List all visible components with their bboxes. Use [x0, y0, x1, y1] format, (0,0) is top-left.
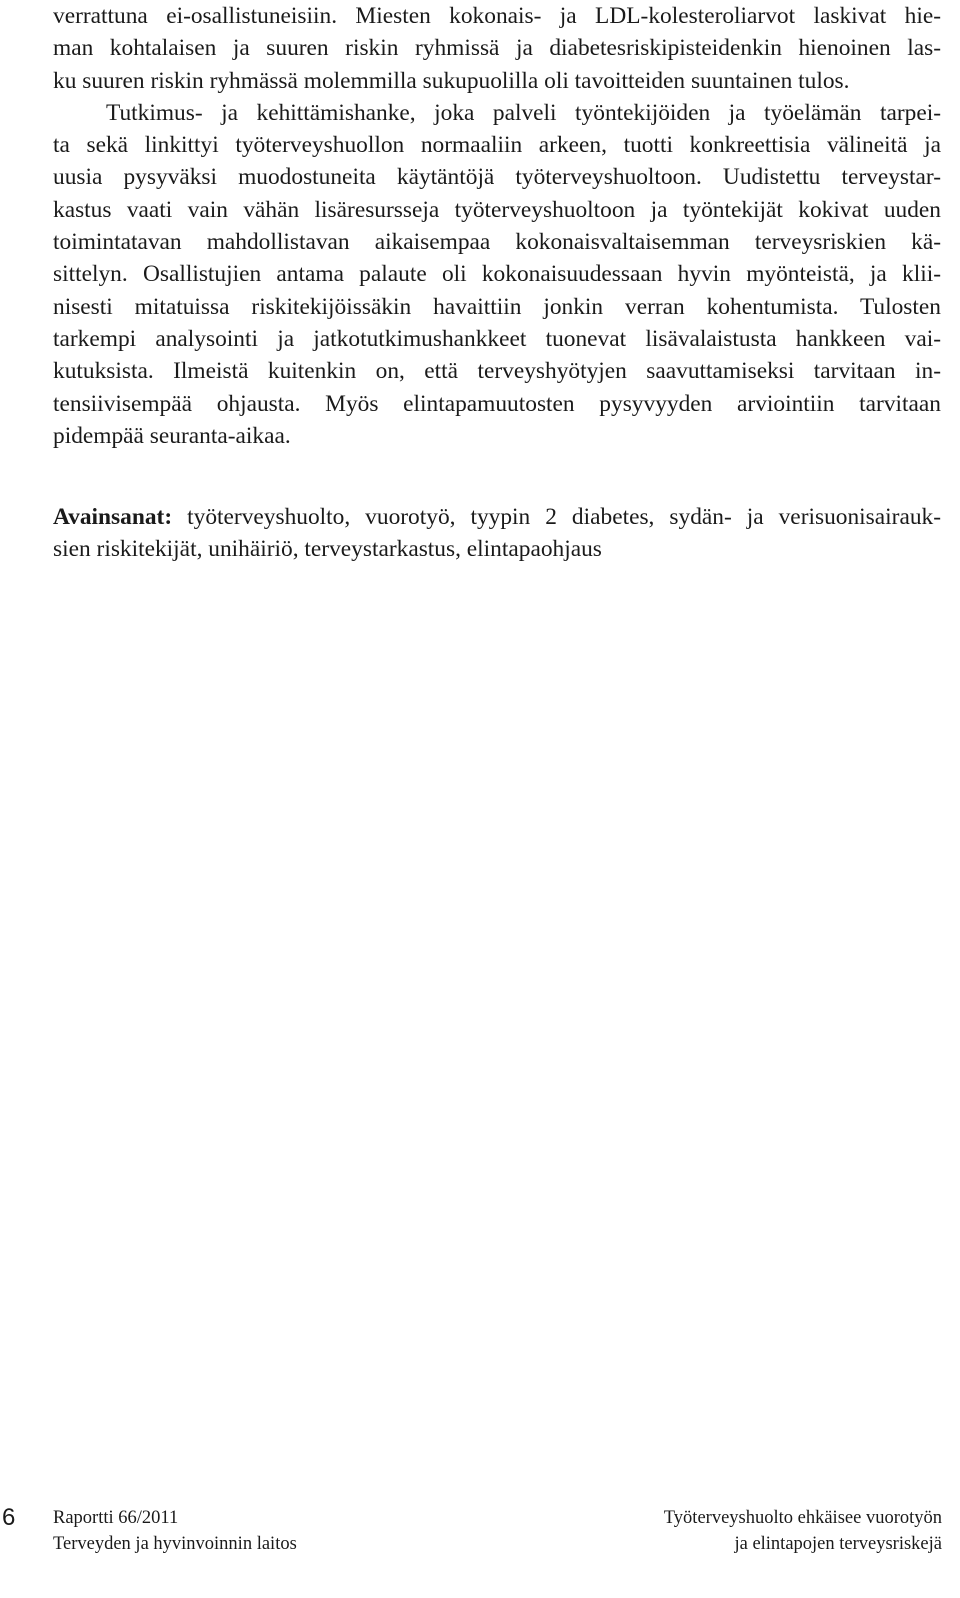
text-line: ku suuren riskin ryhmässä molemmilla sukupuolilla oli tavoitteiden suuntainen tulos. — [53, 67, 850, 94]
text-line: sittelyn. Osallistujien antama palaute oli kokonaisuudessaan hyvin myönteistä, ja klii- — [53, 261, 941, 288]
text-line: pidempää seuranta-aikaa. — [53, 422, 291, 449]
keywords-line — [53, 501, 941, 533]
text-line: toimintatavan mahdollistavan aikaisempaa kokonaisvaltaisemman terveysriskien kä- — [53, 229, 941, 256]
report-number: Raportti 66/2011 — [53, 1508, 179, 1528]
text-line: Tutkimus- ja kehittämishanke, joka palveli työntekijöiden ja työelämän tarpei- — [106, 99, 941, 126]
keywords-text: työterveyshuolto, vuorotyö, tyypin 2 diabetes, sydän- ja verisuonisairauk- — [172, 504, 941, 530]
keywords-line: sien riskitekijät, unihäiriö, terveystarkastus, elintapaohjaus — [53, 536, 602, 563]
summary-paragraph — [53, 0, 941, 452]
publisher: Terveyden ja hyvinvoinnin laitos — [53, 1534, 297, 1554]
text-line: tarkempi analysointi ja jatkotutkimushankkeet tuonevat lisävalaistusta hankkeen vai- — [53, 325, 941, 352]
running-title-line: ja elintapojen terveysriskejä — [734, 1534, 942, 1554]
text-line: kastus vaati vain vähän lisäresursseja työterveyshuoltoon ja työntekijät kokivat uuden — [53, 196, 941, 223]
page-footer — [0, 1505, 960, 1565]
running-title-line: Työterveyshuolto ehkäisee vuorotyön — [663, 1508, 942, 1528]
footer-publication — [53, 1505, 297, 1557]
footer-title — [664, 1505, 942, 1557]
text-line: verrattuna ei-osallistuneisiin. Miesten kokonais- ja LDL-kolesteroliarvot laskivat hie- — [53, 3, 941, 29]
text-line: tensiivisempää ohjausta. Myös elintapamuutosten pysyvyyden arviointiin tarvitaan — [53, 390, 941, 417]
keywords-block — [53, 501, 941, 566]
keywords-label: Avainsanat: — [53, 504, 173, 530]
page-number: 6 — [2, 1504, 16, 1531]
text-line: kutuksista. Ilmeistä kuitenkin on, että terveyshyötyjen saavuttamiseksi tarvitaan in- — [53, 358, 941, 385]
text-line: ta sekä linkittyi työterveyshuollon normaaliin arkeen, tuotti konkreettisia välineitä ja — [53, 132, 941, 159]
text-line: uusia pysyväksi muodostuneita käytäntöjä työterveyshuoltoon. Uudistettu terveystar- — [53, 164, 941, 191]
text-line: nisesti mitatuissa riskitekijöissäkin havaittiin jonkin verran kohentumista. Tulosten — [53, 293, 941, 320]
text-line: man kohtalaisen ja suuren riskin ryhmissä ja diabetesriskipisteidenkin hienoinen las- — [53, 35, 941, 62]
